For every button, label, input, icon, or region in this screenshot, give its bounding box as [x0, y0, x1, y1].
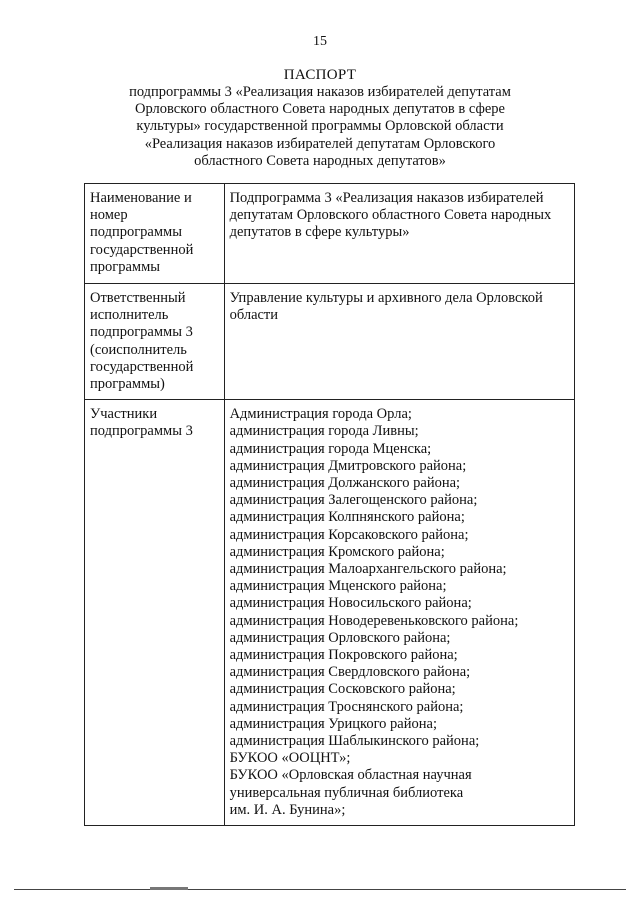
passport-table [84, 183, 575, 826]
heading-line: областного Совета народных депутатов» [194, 152, 446, 169]
participant-item: БУКОО «ООЦНТ»; [229, 750, 351, 767]
document-heading [0, 66, 640, 170]
row-label-cell [85, 400, 225, 826]
participants-list [224, 400, 574, 826]
participant-item: администрация Урицкого района; [229, 715, 437, 732]
participant-item: администрация Корсаковского района; [229, 526, 469, 543]
participant-item: администрация Залегощенского района; [229, 492, 478, 509]
document-title: ПАСПОРТ [283, 67, 357, 83]
participant-item: универсальная публичная библиотека [229, 784, 464, 801]
participant-item: администрация Свердловского района; [229, 664, 471, 681]
row-label-line: подпрограммы 3 [90, 423, 193, 440]
participant-item: администрация города Ливны; [229, 423, 419, 440]
row-label-line: Наименование и [90, 190, 192, 206]
row-label-line: Участники [90, 406, 158, 423]
row-label-cell [85, 284, 225, 400]
row-value-line: депутатам Орловского областного Совета народных [229, 207, 552, 224]
row-label-line: государственной [90, 241, 194, 258]
heading-line: «Реализация наказов избирателей депутатам Орловского [144, 135, 496, 152]
row-label-line: Ответственный [90, 290, 186, 306]
participant-item: администрация Сосковского района; [229, 681, 456, 698]
row-label-line: (соисполнитель [90, 341, 187, 358]
row-value-line: депутатов в сфере культуры» [229, 224, 410, 241]
row-label-line: номер [90, 207, 128, 224]
participant-item: Администрация города Орла; [229, 406, 412, 423]
participant-item: администрация Колпнянского района; [229, 509, 465, 526]
row-value-line: Управление культуры и архивного дела Орловской [229, 290, 543, 306]
row-label-line: подпрограммы 3 [90, 324, 193, 341]
row-label-cell [85, 184, 225, 284]
participant-item: администрация города Мценска; [229, 440, 432, 457]
participant-item: администрация Должанского района; [229, 475, 461, 492]
heading-line: Орловского областного Совета народных депутатов в сфере [134, 101, 505, 118]
row-value-cell [224, 284, 574, 400]
participant-item: администрация Шаблыкинского района; [229, 733, 480, 750]
table-row-program-name [85, 184, 575, 284]
row-label-line: подпрограммы [90, 224, 182, 241]
table-row-participants [85, 400, 575, 826]
row-label-line: программы) [90, 376, 165, 393]
participant-item: администрация Мценского района; [229, 578, 447, 595]
table-row-responsible-executor [85, 284, 575, 400]
participant-item: администрация Малоархангельского района; [229, 561, 507, 578]
participant-item: им. И. А. Бунина»; [229, 801, 346, 818]
row-label-line: исполнитель [90, 307, 169, 324]
page-number: 15 [313, 34, 327, 49]
participant-item: БУКОО «Орловская областная научная [229, 767, 472, 784]
participant-item: администрация Новодеревеньковского района; [229, 612, 519, 629]
participant-item: администрация Троснянского района; [229, 698, 464, 715]
participant-item: администрация Дмитровского района; [229, 457, 467, 474]
row-label-line: государственной [90, 358, 194, 375]
scan-edge-line [14, 889, 626, 890]
heading-line: подпрограммы 3 «Реализация наказов избирателей депутатам [129, 84, 511, 100]
heading-line: культуры» государственной программы Орловской области [136, 118, 504, 135]
row-value-line: области [229, 307, 279, 324]
participant-item: администрация Новосильского района; [229, 595, 472, 612]
row-value-cell [224, 184, 574, 284]
participant-item: администрация Кромского района; [229, 543, 445, 560]
row-label-line: программы [90, 258, 160, 275]
participant-item: администрация Орловского района; [229, 629, 451, 646]
participant-item: администрация Покровского района; [229, 647, 458, 664]
scan-edge-mark [150, 887, 188, 890]
row-value-line: Подпрограмма 3 «Реализация наказов избирателей [229, 190, 544, 206]
